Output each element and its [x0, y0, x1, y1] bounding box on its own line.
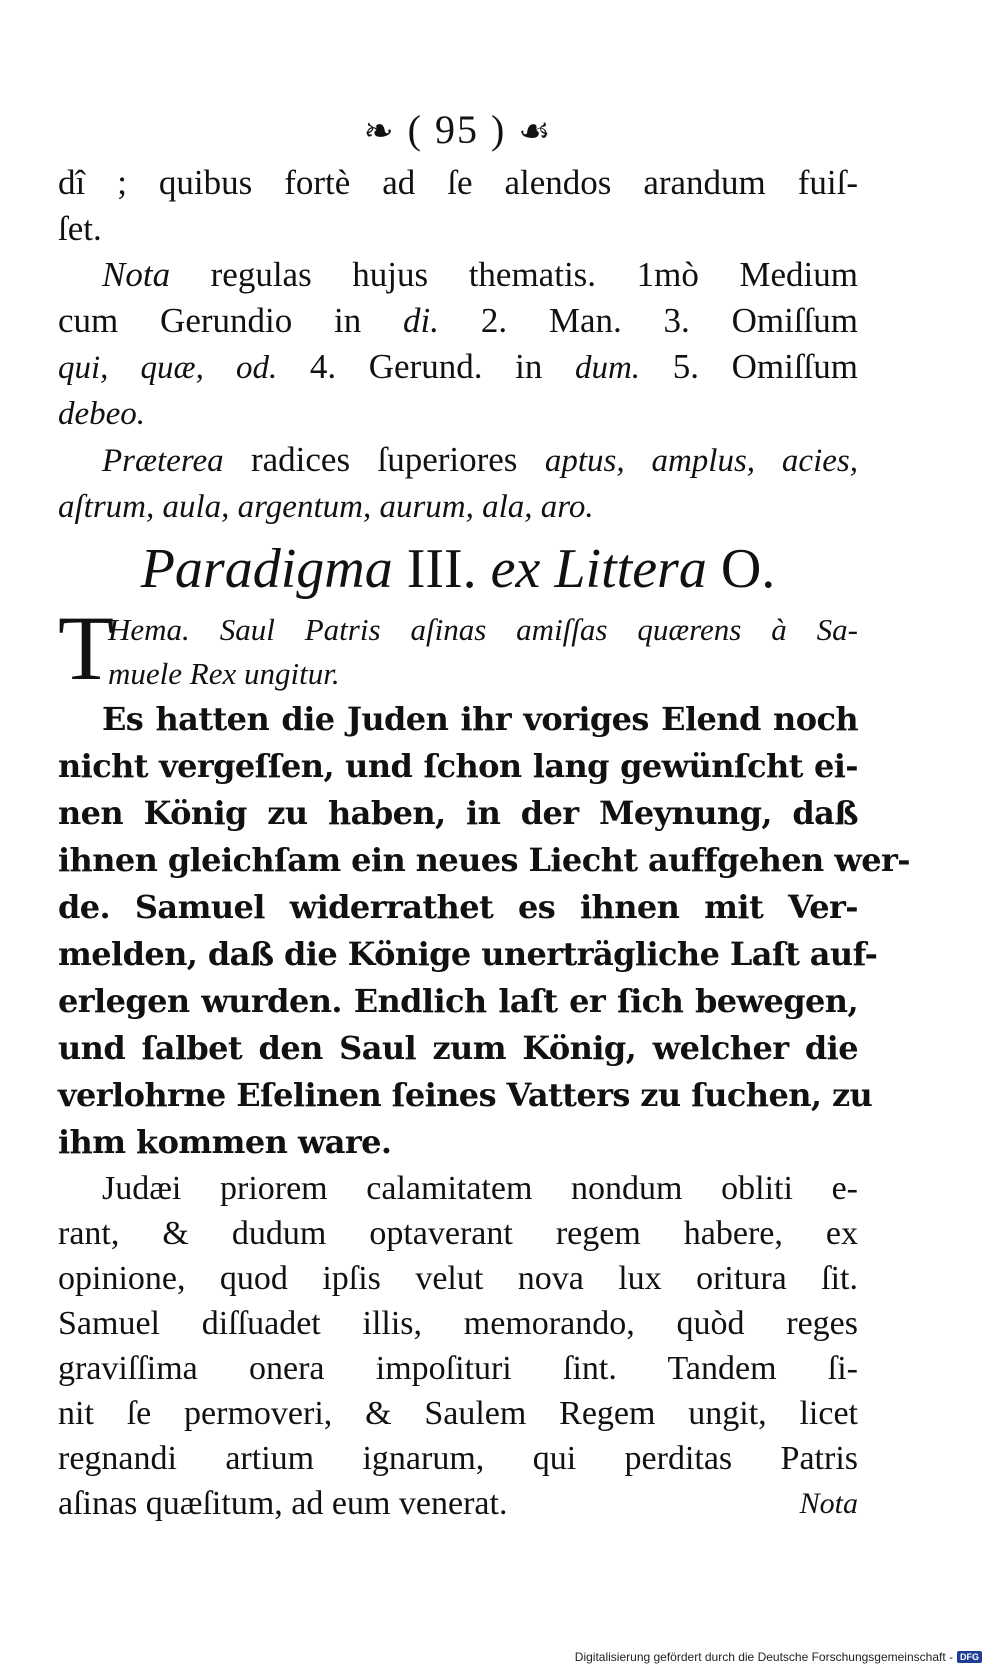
text-line: aſtrum, aula, argentum, aurum, ala, aro.: [58, 489, 594, 525]
section-title: [58, 534, 858, 604]
latin-paragraph: [58, 1166, 858, 1526]
text-line: de. Samuel widerrathet es ihnen mit Ver-: [58, 888, 858, 926]
text-line: nit ſe permoveri, & Saulem Regem ungit, licet: [58, 1395, 858, 1432]
dfg-logo: DFG: [957, 1651, 982, 1663]
opening-paragraph: [58, 160, 858, 252]
thema-block: [58, 597, 858, 699]
text-line: graviſſima onera impoſituri ſint. Tandem ſi-: [58, 1350, 858, 1387]
left-ornament-icon: ❧: [363, 111, 396, 151]
text-line: [58, 344, 858, 391]
text-line: Es hatten die Juden ihr voriges Elend noch: [102, 700, 858, 738]
text-line: debeo.: [58, 396, 146, 432]
text-line: nicht vergeſſen, und ſchon lang gewünſcht ei-: [58, 747, 858, 785]
text-line: melden, daß die Könige unerträgliche Laſt auf-: [58, 935, 878, 973]
nota-text: 4. Gerund. in: [277, 347, 575, 386]
text-line: [58, 252, 858, 298]
text-line: Samuel diſſuadet illis, memorando, quòd reges: [58, 1305, 858, 1342]
text-line: und ſalbet den Saul zum König, welcher die: [58, 1029, 858, 1067]
text-line: muele Rex ungitur.: [108, 656, 340, 691]
text-line: ihnen gleichſam ein neues Liecht auffgehen wer-: [58, 841, 910, 879]
nota-italic: di.: [403, 301, 440, 340]
text-line: dî ; quibus fortè ad ſe alendos arandum fuiſ-: [58, 163, 858, 202]
page-header: [58, 100, 858, 160]
praeterea-label: Præterea: [102, 443, 224, 479]
right-ornament-icon: ☙: [518, 111, 553, 151]
title-part: O.: [720, 538, 776, 600]
text-line: erlegen wurden. Endlich laſt er ſich bewegen,: [58, 982, 858, 1020]
page-number: ( 95 ): [407, 107, 507, 152]
title-part: Paradigma: [140, 538, 407, 600]
credit-text: Digitalisierung gefördert durch die Deutsche Forschungsgemeinschaft -: [574, 1650, 953, 1664]
text-line: [58, 1481, 858, 1526]
digitization-credit: [575, 1650, 982, 1664]
nota-italic: dum.: [574, 350, 641, 386]
text-line: ſet.: [58, 209, 102, 248]
text-line: regnandi artium ignarum, qui perditas Patris: [58, 1440, 858, 1477]
book-page: [58, 100, 910, 1526]
title-part: ex Littera: [476, 538, 721, 600]
praeterea-paragraph: [58, 437, 858, 530]
text-line: Hema. Saul Patris aſinas amiſſas quærens à Sa-: [108, 612, 858, 647]
nota-italic: qui, quæ, od.: [58, 350, 278, 386]
text-line: [58, 298, 858, 344]
text-line: ihm kommen ware.: [58, 1123, 392, 1161]
title-part: III.: [406, 538, 477, 600]
catchword: Nota: [799, 1487, 858, 1520]
nota-text: cum Gerundio in: [58, 301, 404, 340]
german-paragraph: [58, 696, 910, 1166]
nota-paragraph: [58, 252, 858, 437]
text-line: opinione, quod ipſis velut nova lux oritura ſit.: [58, 1260, 858, 1297]
text-line: Judæi priorem calamitatem nondum obliti e-: [102, 1170, 858, 1207]
text-line: [58, 437, 858, 484]
praeterea-text: radices ſuperiores: [223, 440, 545, 479]
nota-text: 2. Man. 3. Omiſſum: [439, 301, 858, 340]
drop-cap: T: [58, 597, 115, 699]
nota-text: 5. Omiſſum: [640, 347, 858, 386]
text-line: verlohrne Eſelinen ſeines Vatters zu ſuchen, zu: [58, 1076, 873, 1114]
text-line: nen König zu haben, in der Meynung, daß: [58, 794, 858, 832]
nota-text: regulas hujus thematis. 1mò Medium: [170, 255, 858, 294]
last-line-text: aſinas quæſitum, ad eum venerat.: [58, 1485, 508, 1522]
text-line: rant, & dudum optaverant regem habere, ex: [58, 1215, 858, 1252]
nota-label: Nota: [102, 255, 171, 294]
praeterea-italic: aptus, amplus, acies,: [544, 443, 858, 479]
